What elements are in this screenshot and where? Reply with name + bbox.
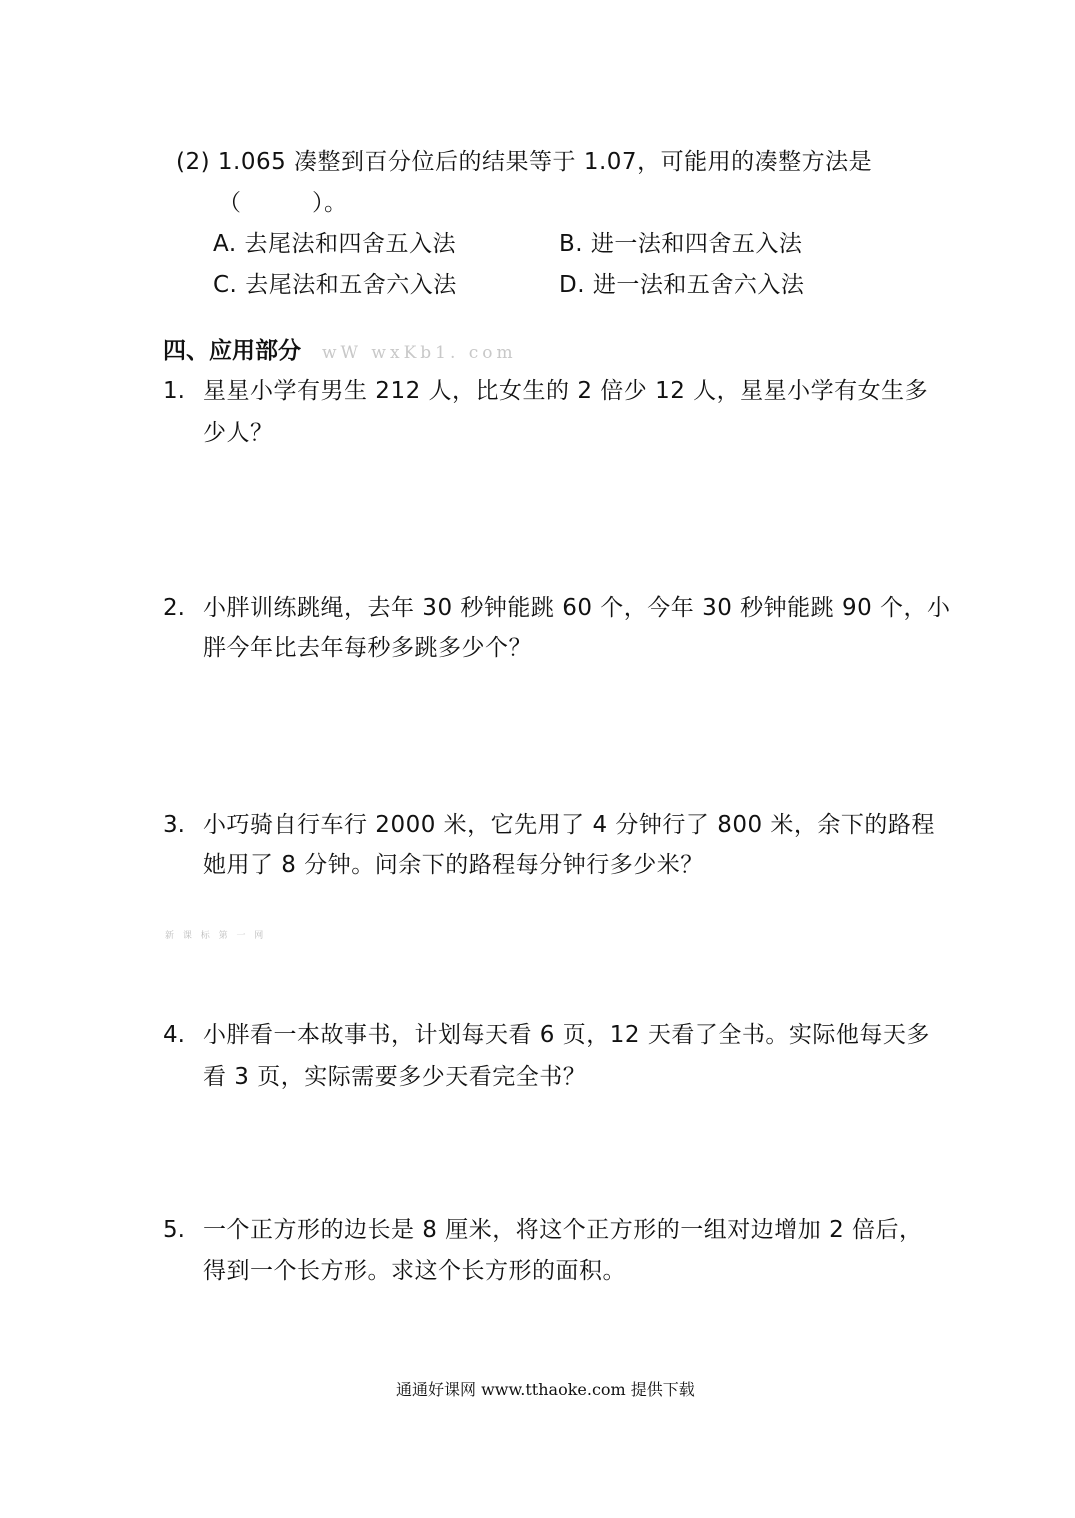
option-c	[213, 270, 457, 300]
option-d	[559, 270, 804, 300]
question-2-line-1: (2) 1.065 凑整到百分位后的结果等于 1.07，可能用的凑整方法是	[176, 149, 873, 175]
problem-1-line-1: 星星小学有男生 212 人，比女生的 2 倍少 12 人，星星小学有女生多	[203, 378, 929, 404]
problem-4-line-2: 看 3 页，实际需要多少天看完全书？	[203, 1064, 587, 1090]
option-b	[559, 229, 802, 259]
problem-3-line-1: 小巧骑自行车行 2000 米，它先用了 4 分钟行了 800 米，余下的路程	[203, 812, 935, 838]
problem-4-line-1: 小胖看一本故事书，计划每天看 6 页，12 天看了全书。实际他每天多	[203, 1022, 930, 1048]
problem-5-line-1: 一个正方形的边长是 8 厘米，将这个正方形的一组对边增加 2 倍后，	[203, 1217, 923, 1243]
option-d-label: D.	[559, 272, 586, 298]
option-c-label: C.	[213, 272, 238, 298]
option-a-label: A.	[213, 231, 237, 257]
problem-2-line-1: 小胖训练跳绳，去年 30 秒钟能跳 60 个，今年 30 秒钟能跳 90 个，小	[203, 595, 951, 621]
small-watermark: 新 课 标 第 一 网	[165, 931, 267, 941]
page-footer: 通通好课网 www.tthaoke.com 提供下载	[396, 1380, 695, 1399]
problem-1-number: 1.	[163, 378, 185, 404]
option-b-text: 进一法和四舍五入法	[590, 231, 803, 257]
option-a-text: 去尾法和四舍五入法	[244, 231, 456, 257]
option-d-text: 进一法和五舍六入法	[592, 272, 805, 298]
question-2-line-2: （ ）。	[218, 190, 348, 216]
option-c-text: 去尾法和五舍六入法	[245, 272, 457, 298]
problem-1-line-2: 少人？	[203, 420, 274, 446]
section-heading: 四、应用部分	[163, 338, 301, 364]
problem-4-number: 4.	[163, 1022, 185, 1048]
problem-5-number: 5.	[163, 1217, 185, 1243]
option-a	[213, 229, 456, 259]
section-watermark: wW wxKb1. com	[322, 343, 517, 363]
problem-2-number: 2.	[163, 595, 185, 621]
problem-3-number: 3.	[163, 812, 185, 838]
problem-2-line-2: 胖今年比去年每秒多跳多少个？	[203, 635, 532, 661]
problem-5-line-2: 得到一个长方形。求这个长方形的面积。	[203, 1258, 626, 1284]
option-b-label: B.	[559, 231, 584, 257]
problem-3-line-2: 她用了 8 分钟。问余下的路程每分钟行多少米？	[203, 852, 704, 878]
